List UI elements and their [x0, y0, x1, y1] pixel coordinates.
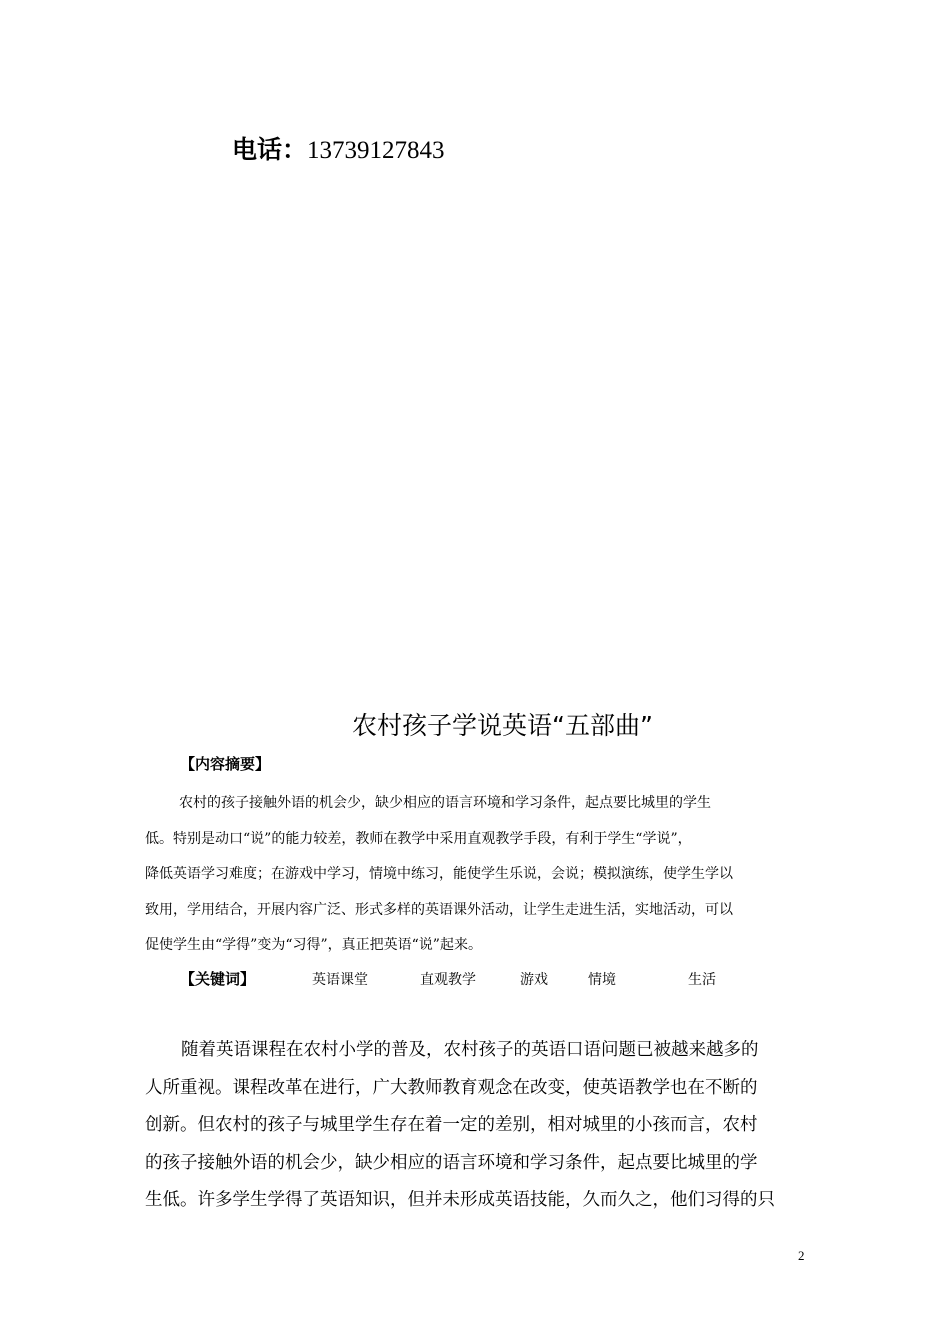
- keywords-row: [180, 967, 716, 992]
- keyword: 直观教学: [420, 972, 476, 988]
- page-number: 2: [798, 1248, 805, 1263]
- article-title-text: 农村孩子学说英语“五部曲”: [352, 711, 653, 740]
- keyword: 游戏: [520, 972, 548, 988]
- abstract-body: [145, 786, 810, 964]
- keyword: 生活: [688, 972, 716, 988]
- phone-label: 电话：: [232, 135, 308, 164]
- keyword: 情境: [588, 972, 616, 988]
- body-line: 生低。许多学生学得了英语知识，但并未形成英语技能，久而久之，他们习得的只: [145, 1190, 775, 1210]
- body-line: 的孩子接触外语的机会少，缺少相应的语言环境和学习条件，起点要比城里的学: [145, 1152, 758, 1173]
- keyword: 英语课堂: [312, 972, 368, 988]
- body-line: 创新。但农村的孩子与城里学生存在着一定的差别，相对城里的小孩而言，农村: [145, 1115, 758, 1135]
- abstract-line: 致用，学用结合，开展内容广泛、形式多样的英语课外活动，让学生走进生活，实地活动，可以: [145, 901, 733, 918]
- abstract-line: 低。特别是动口“说”的能力较差，教师在教学中采用直观教学手段，有利于学生“学说”，: [145, 830, 692, 847]
- body-line: 随着英语课程在农村小学的普及，农村孩子的英语口语问题已被越来越多的: [181, 1040, 759, 1060]
- contact-phone: [232, 132, 445, 169]
- article-title: [0, 706, 950, 746]
- body-paragraph: [145, 1032, 810, 1220]
- abstract-line: 促使学生由“学得”变为“习得”，真正把英语“说”起来。: [145, 937, 482, 953]
- keywords-heading: 【关键词】: [180, 970, 256, 988]
- phone-number: 13739127843: [307, 137, 445, 164]
- body-line: 人所重视。课程改革在进行，广大教师教育观念在改变，使英语教学也在不断的: [145, 1077, 758, 1098]
- abstract-line: 农村的孩子接触外语的机会少，缺少相应的语言环境和学习条件，起点要比城里的学生: [179, 795, 711, 811]
- abstract-line: 降低英语学习难度；在游戏中学习，情境中练习，能使学生乐说，会说；模拟演练，使学生学以: [145, 866, 733, 882]
- abstract-heading: 【内容摘要】: [180, 755, 271, 773]
